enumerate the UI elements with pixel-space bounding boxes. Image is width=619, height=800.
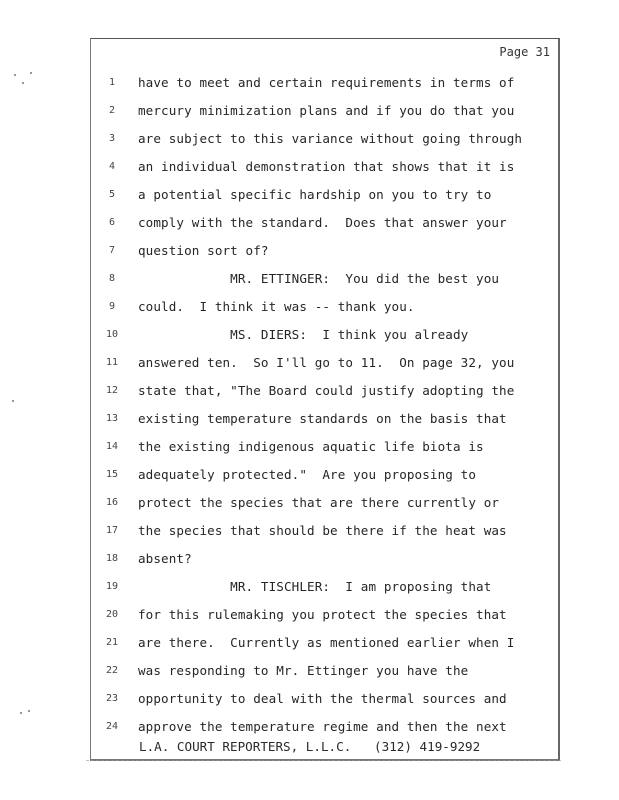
transcript-line: comply with the standard. Does that answer your <box>138 215 507 230</box>
line-number: 22 <box>105 665 119 676</box>
line-number: 12 <box>105 385 119 396</box>
page-number: Page 31 <box>499 45 550 59</box>
transcript-line: could. I think it was -- thank you. <box>138 299 415 314</box>
scan-speck <box>14 74 16 76</box>
line-number: 2 <box>108 105 116 116</box>
line-number: 16 <box>105 497 119 508</box>
transcript-line: approve the temperature regime and then the next <box>138 719 507 734</box>
transcript-line: MR. TISCHLER: I am proposing that <box>138 579 492 594</box>
line-number: 17 <box>105 525 119 536</box>
transcript-line: protect the species that are there currently or <box>138 495 500 510</box>
line-number: 14 <box>105 441 119 452</box>
transcript-line: adequately protected." Are you proposing to <box>138 467 477 482</box>
line-number: 1 <box>108 77 116 88</box>
scan-speck <box>12 400 14 402</box>
transcript-line: mercury minimization plans and if you do that you <box>138 103 515 118</box>
transcript-line: a potential specific hardship on you to try to <box>138 187 492 202</box>
line-number: 9 <box>108 301 116 312</box>
transcript-line: the species that should be there if the heat was <box>138 523 507 538</box>
line-number: 21 <box>105 637 119 648</box>
line-number: 18 <box>105 553 119 564</box>
transcript-line: existing temperature standards on the basis that <box>138 411 507 426</box>
scan-artifact-line <box>86 760 561 762</box>
scan-speck <box>28 710 30 712</box>
line-number: 8 <box>108 273 116 284</box>
transcript-line: the existing indigenous aquatic life biota is <box>138 439 484 454</box>
line-number: 3 <box>108 133 116 144</box>
transcript-line: are subject to this variance without going through <box>138 131 523 146</box>
transcript-line: absent? <box>138 551 192 566</box>
transcript-line: have to meet and certain requirements in terms of <box>138 75 515 90</box>
court-reporter-footer: L.A. COURT REPORTERS, L.L.C. (312) 419-9292 <box>139 739 481 754</box>
line-number: 23 <box>105 693 119 704</box>
transcript-line: for this rulemaking you protect the species that <box>138 607 507 622</box>
line-number: 24 <box>105 721 119 732</box>
transcript-line: was responding to Mr. Ettinger you have the <box>138 663 469 678</box>
transcript-line: MR. ETTINGER: You did the best you <box>138 271 500 286</box>
line-number: 10 <box>105 329 119 340</box>
transcript-line: are there. Currently as mentioned earlier when I <box>138 635 515 650</box>
transcript-line: an individual demonstration that shows that it is <box>138 159 515 174</box>
line-number: 5 <box>108 189 116 200</box>
line-number: 13 <box>105 413 119 424</box>
line-number: 6 <box>108 217 116 228</box>
transcript-line: opportunity to deal with the thermal sources and <box>138 691 507 706</box>
line-number: 20 <box>105 609 119 620</box>
line-number: 11 <box>105 357 119 368</box>
line-number: 19 <box>105 581 119 592</box>
scan-speck <box>22 82 24 84</box>
transcript-line: answered ten. So I'll go to 11. On page 32, you <box>138 355 515 370</box>
line-number: 7 <box>108 245 116 256</box>
line-number: 15 <box>105 469 119 480</box>
scan-speck <box>30 72 32 74</box>
transcript-page <box>90 38 560 761</box>
transcript-line: question sort of? <box>138 243 269 258</box>
transcript-line: state that, "The Board could justify adopting the <box>138 383 515 398</box>
transcript-line: MS. DIERS: I think you already <box>138 327 469 342</box>
line-number: 4 <box>108 161 116 172</box>
scan-speck <box>20 712 22 714</box>
